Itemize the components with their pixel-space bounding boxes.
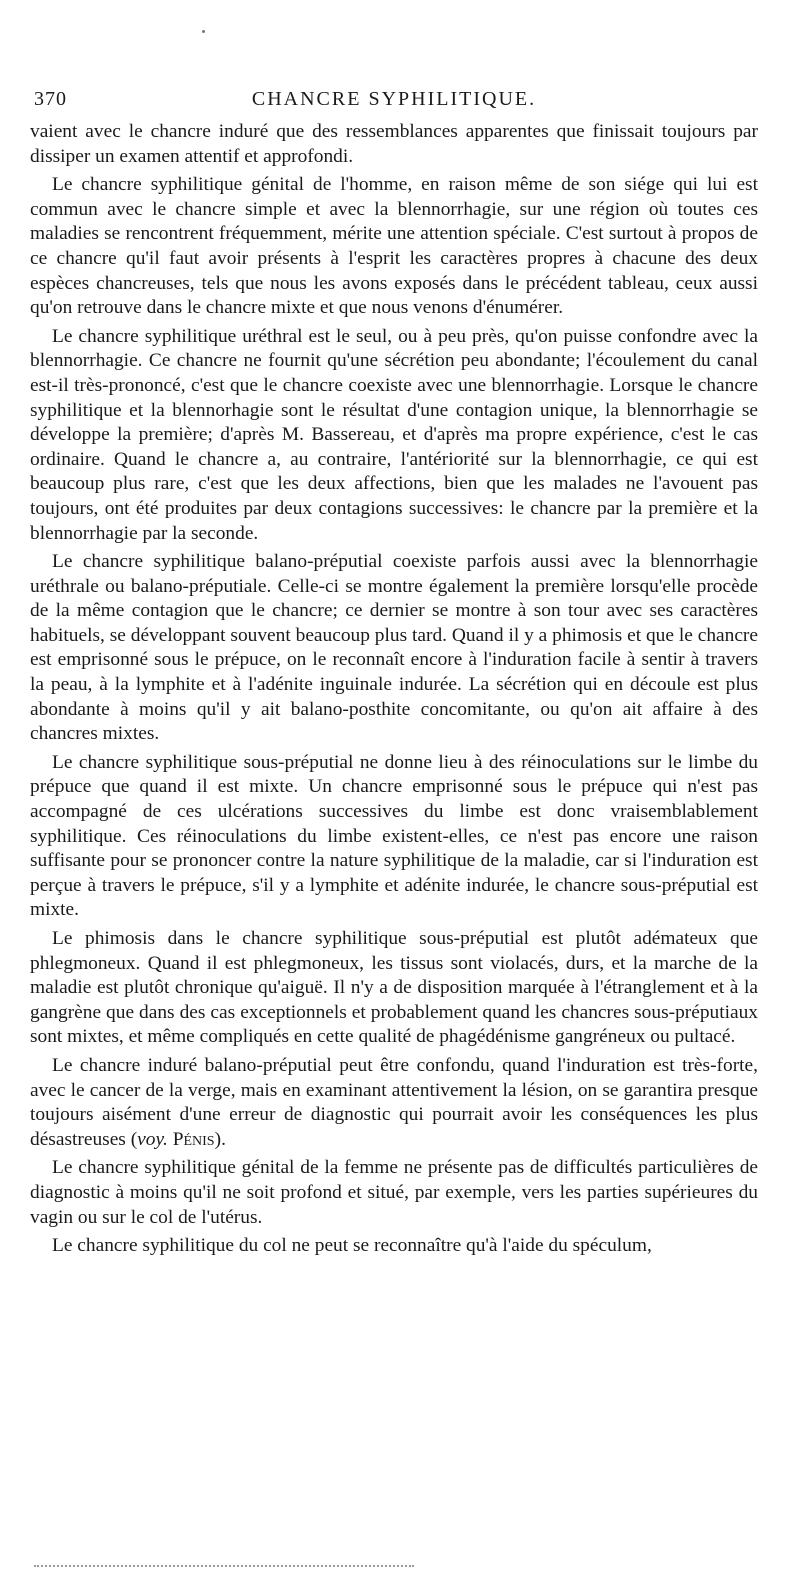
paragraph-text: ). bbox=[214, 1128, 226, 1150]
paragraph-text: Le chancre induré balano-préputial peut être confondu, quand l'induration est très-forte, avec le cancer de la verge, mais en examinant attentivement la lésion, on se garantira presque toujours aisément d'une erreur de diagnostic qui pourrait avoir les conséquences les plus désastreuses ( bbox=[30, 1054, 758, 1150]
paragraph-genital-chancre-woman: Le chancre syphilitique génital de la femme ne présente pas de difficultés particulières de diagnostic à moins qu'il ne soit profond et situé, par exemple, vers les parties supérieures du vagin ou sur le col de l'utérus. bbox=[30, 1157, 758, 1228]
paragraph-genital-chancre-man: Le chancre syphilitique génital de l'homme, en raison même de son siége qui lui est commun avec le chancre simple et avec la blennorrhagie, sur une région où toutes ces maladies se rencontrent fréquemment, mérite une attention spéciale. C'est surtout à propos de ce chancre qu'il faut avoir présents à l'esprit les caractères propres à chacune des deux espèces chancreuses, tels que nous les avons exposés dans le précédent tableau, ceux aussi qu'on retrouve dans le chancre mixte et que nous venons d'énumérer. bbox=[30, 174, 758, 319]
paragraph-balano-preputial-chancre: Le chancre syphilitique balano-préputial coexiste parfois aussi avec la blennorrhagie uréthrale ou balano-préputiale. Celle-ci se montre également la première lorsqu'elle procède de la même contagion que le chancre; ce dernier se montre à son tour avec ses caractères habituels, se développant souvent beaucoup plus tard. Quand il y a phimosis et que le chancre est emprisonné sous le prépuce, on le reconnaît encore à l'induration facile à sentir à travers la peau, à la lymphite et à l'adénite inguinale indurée. La sécrétion qui en découle est plus abondante à moins qu'il y ait balano-posthite concomitante, ou qu'on ait affaire à des chancres mixtes. bbox=[30, 551, 758, 745]
running-title: CHANCRE SYPHILITIQUE. bbox=[251, 88, 537, 110]
paragraph-phimosis: Le phimosis dans le chancre syphilitique sous-préputial est plutôt adémateux que phlegmoneux. Quand il est phlegmoneux, les tissus sont violacés, durs, et la marche de la maladie est plutôt chronique qu'aiguë. Il n'y a de disposition marquée à l'étranglement et à la gangrène que dans des cas exceptionnels et probablement quand les chancres sous-préputiaux sont mixtes, et même compliqués en cette qualité de phagédénisme gangréneux ou pultacé. bbox=[30, 928, 758, 1048]
body-text bbox=[30, 120, 758, 1263]
cross-reference-penis: Pénis bbox=[172, 1128, 215, 1150]
paragraph-continuation: vaient avec le chancre induré que des ressemblances apparentes que finissait toujours par dissiper un examen attentif et approfondi. bbox=[30, 121, 758, 167]
bottom-ink-specks bbox=[34, 1563, 414, 1567]
paragraph-cervical-chancre: Le chancre syphilitique du col ne peut se reconnaître qu'à l'aide du spéculum, bbox=[52, 1235, 652, 1257]
paragraph-indurated-chancre bbox=[30, 1054, 758, 1152]
paragraph-urethral-chancre: Le chancre syphilitique uréthral est le seul, ou à peu près, qu'on puisse confondre avec la blennorrhagie. Ce chancre ne fournit qu'une sécrétion peu abondante; l'écoulement du canal est-il très-prononcé, c'est que le chancre coexiste avec une blennorrhagie. Lorsque le chancre syphilitique et la blennorhagie sont le résultat d'une contagion unique, la blennorrhagie se développe la première; d'après M. Bassereau, et d'après ma propre expérience, c'est le cas ordinaire. Quand le chancre a, au contraire, l'antériorité sur la blennorrhagie, ce qui est beaucoup plus rare, c'est que les deux affections, bien que les malades ne l'avouent pas toujours, ont été produites par deux contagions successives: le chancre par la première et la blennorrhagie par la seconde. bbox=[30, 325, 758, 544]
paragraph-sub-preputial-chancre: Le chancre syphilitique sous-préputial ne donne lieu à des réinoculations sur le limbe du prépuce que quand il est mixte. Un chancre emprisonné sous le prépuce qui n'est pas accompagné de ces ulcérations successives du limbe est donc vraisemblablement syphilitique. Ces réinoculations du limbe existent-elles, ce n'est pas encore une raison suffisante pour se prononcer contre la nature syphilitique de la maladie, car si l'induration est perçue à travers le prépuce, s'il y a lymphite et adénite indurée, le chancre sous-préputial est mixte. bbox=[30, 751, 758, 921]
ink-speck bbox=[202, 30, 205, 33]
cross-reference-voy: voy. bbox=[137, 1128, 168, 1150]
page-header bbox=[34, 88, 754, 112]
page-number: 370 bbox=[34, 88, 67, 110]
